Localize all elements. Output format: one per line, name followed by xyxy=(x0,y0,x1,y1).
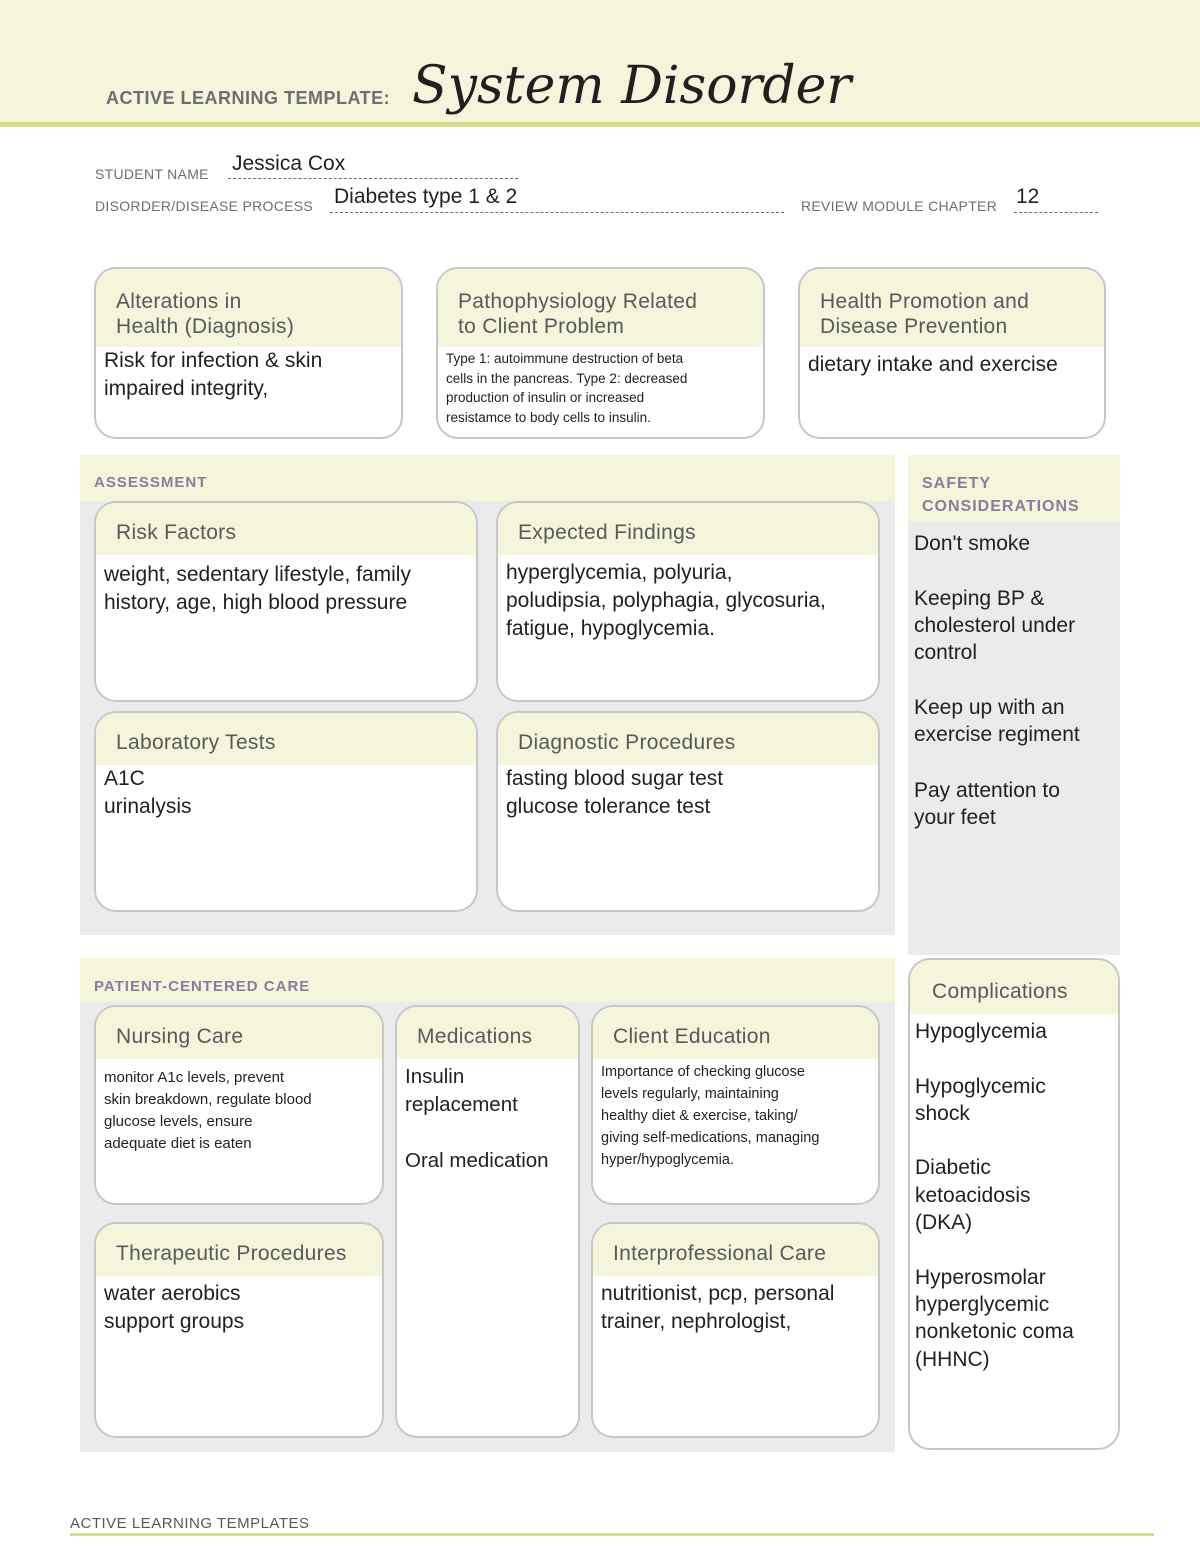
template-label: ACTIVE LEARNING TEMPLATE: xyxy=(106,88,391,108)
alterations-box xyxy=(94,267,403,439)
interprofessional-care-box xyxy=(591,1222,880,1438)
risk-factors-box xyxy=(94,501,478,702)
client-education-text[interactable]: Importance of checking glucose levels regularly, maintaining healthy diet & exercise, taking/ giving self-medications, managing hyper/hypoglycemia. xyxy=(601,1064,820,1168)
health-promotion-text[interactable]: dietary intake and exercise xyxy=(808,353,1058,376)
complications-box xyxy=(908,958,1120,1450)
patient-care-title: PATIENT-CENTERED CARE xyxy=(94,978,311,995)
client-education-title: Client Education xyxy=(593,1007,878,1059)
risk-factors-title: Risk Factors xyxy=(96,503,476,555)
medications-title: Medications xyxy=(397,1007,578,1059)
diagnostic-procedures-text[interactable]: fasting blood sugar test glucose tolerance test xyxy=(506,767,724,818)
pathophysiology-title: Pathophysiology Related to Client Problem xyxy=(438,269,763,347)
template-title: System Disorder xyxy=(412,56,852,116)
student-name-field[interactable]: Jessica Cox xyxy=(232,152,346,175)
assessment-title: ASSESSMENT xyxy=(94,474,208,491)
laboratory-tests-box xyxy=(94,711,478,912)
safety-item[interactable]: Don't smoke xyxy=(914,532,1031,555)
safety-item[interactable]: Keep up with an exercise regiment xyxy=(914,696,1080,746)
health-promotion-title: Health Promotion and Disease Prevention xyxy=(800,269,1104,347)
safety-item[interactable]: Keeping BP & cholesterol under control xyxy=(914,587,1076,664)
disorder-line xyxy=(330,212,784,213)
footer-rule xyxy=(70,1533,1154,1536)
alterations-title: Alterations in Health (Diagnosis) xyxy=(96,269,401,347)
header-rule xyxy=(0,122,1200,127)
expected-findings-title: Expected Findings xyxy=(498,503,878,555)
nursing-care-title: Nursing Care xyxy=(96,1007,382,1059)
health-promotion-box xyxy=(798,267,1106,439)
nursing-care-box xyxy=(94,1005,384,1205)
safety-title: SAFETY CONSIDERATIONS xyxy=(922,475,1080,515)
diagnostic-procedures-title: Diagnostic Procedures xyxy=(498,713,878,765)
laboratory-tests-title: Laboratory Tests xyxy=(96,713,476,765)
footer-text: ACTIVE LEARNING TEMPLATES xyxy=(70,1515,310,1532)
risk-factors-text[interactable]: weight, sedentary lifestyle, family history, age, high blood pressure xyxy=(104,563,411,614)
complications-text[interactable]: Hypoglycemia Hypoglycemic shock Diabetic ketoacidosis (DKA) Hyperosmolar hyperglycemic nonketonic coma (HHNC) xyxy=(915,1020,1074,1371)
student-name-line xyxy=(228,178,518,179)
client-education-box xyxy=(591,1005,880,1205)
interprofessional-care-title: Interprofessional Care xyxy=(593,1224,878,1276)
laboratory-tests-text[interactable]: A1C urinalysis xyxy=(104,767,192,818)
review-chapter-line xyxy=(1014,212,1098,213)
therapeutic-procedures-text[interactable]: water aerobics support groups xyxy=(104,1282,245,1333)
disorder-label: DISORDER/DISEASE PROCESS xyxy=(95,198,314,214)
therapeutic-procedures-box xyxy=(94,1222,384,1438)
interprofessional-care-text[interactable]: nutritionist, pcp, personal trainer, nephrologist, xyxy=(601,1282,835,1333)
safety-item[interactable]: Pay attention to your feet xyxy=(914,779,1060,829)
expected-findings-box xyxy=(496,501,880,702)
disorder-field[interactable]: Diabetes type 1 & 2 xyxy=(334,185,518,208)
diagnostic-procedures-box xyxy=(496,711,880,912)
nursing-care-text[interactable]: monitor A1c levels, prevent skin breakdown, regulate blood glucose levels, ensure adequate diet is eaten xyxy=(104,1069,312,1152)
pathophysiology-text[interactable]: Type 1: autoimmune destruction of beta cells in the pancreas. Type 2: decreased production of insulin or increased resistamce to body cells to insulin. xyxy=(446,351,688,425)
medications-text[interactable]: Insulin replacement Oral medication xyxy=(405,1065,549,1172)
complications-title: Complications xyxy=(910,960,1118,1014)
medications-box xyxy=(395,1005,580,1438)
expected-findings-text[interactable]: hyperglycemia, polyuria, poludipsia, polyphagia, glycosuria, fatigue, hypoglycemia. xyxy=(506,561,826,640)
alterations-text[interactable]: Risk for infection & skin impaired integrity, xyxy=(104,349,323,400)
pathophysiology-box xyxy=(436,267,765,439)
student-name-label: STUDENT NAME xyxy=(95,166,209,182)
therapeutic-procedures-title: Therapeutic Procedures xyxy=(96,1224,382,1276)
review-chapter-label: REVIEW MODULE CHAPTER xyxy=(801,198,998,214)
review-chapter-field[interactable]: 12 xyxy=(1016,185,1040,208)
